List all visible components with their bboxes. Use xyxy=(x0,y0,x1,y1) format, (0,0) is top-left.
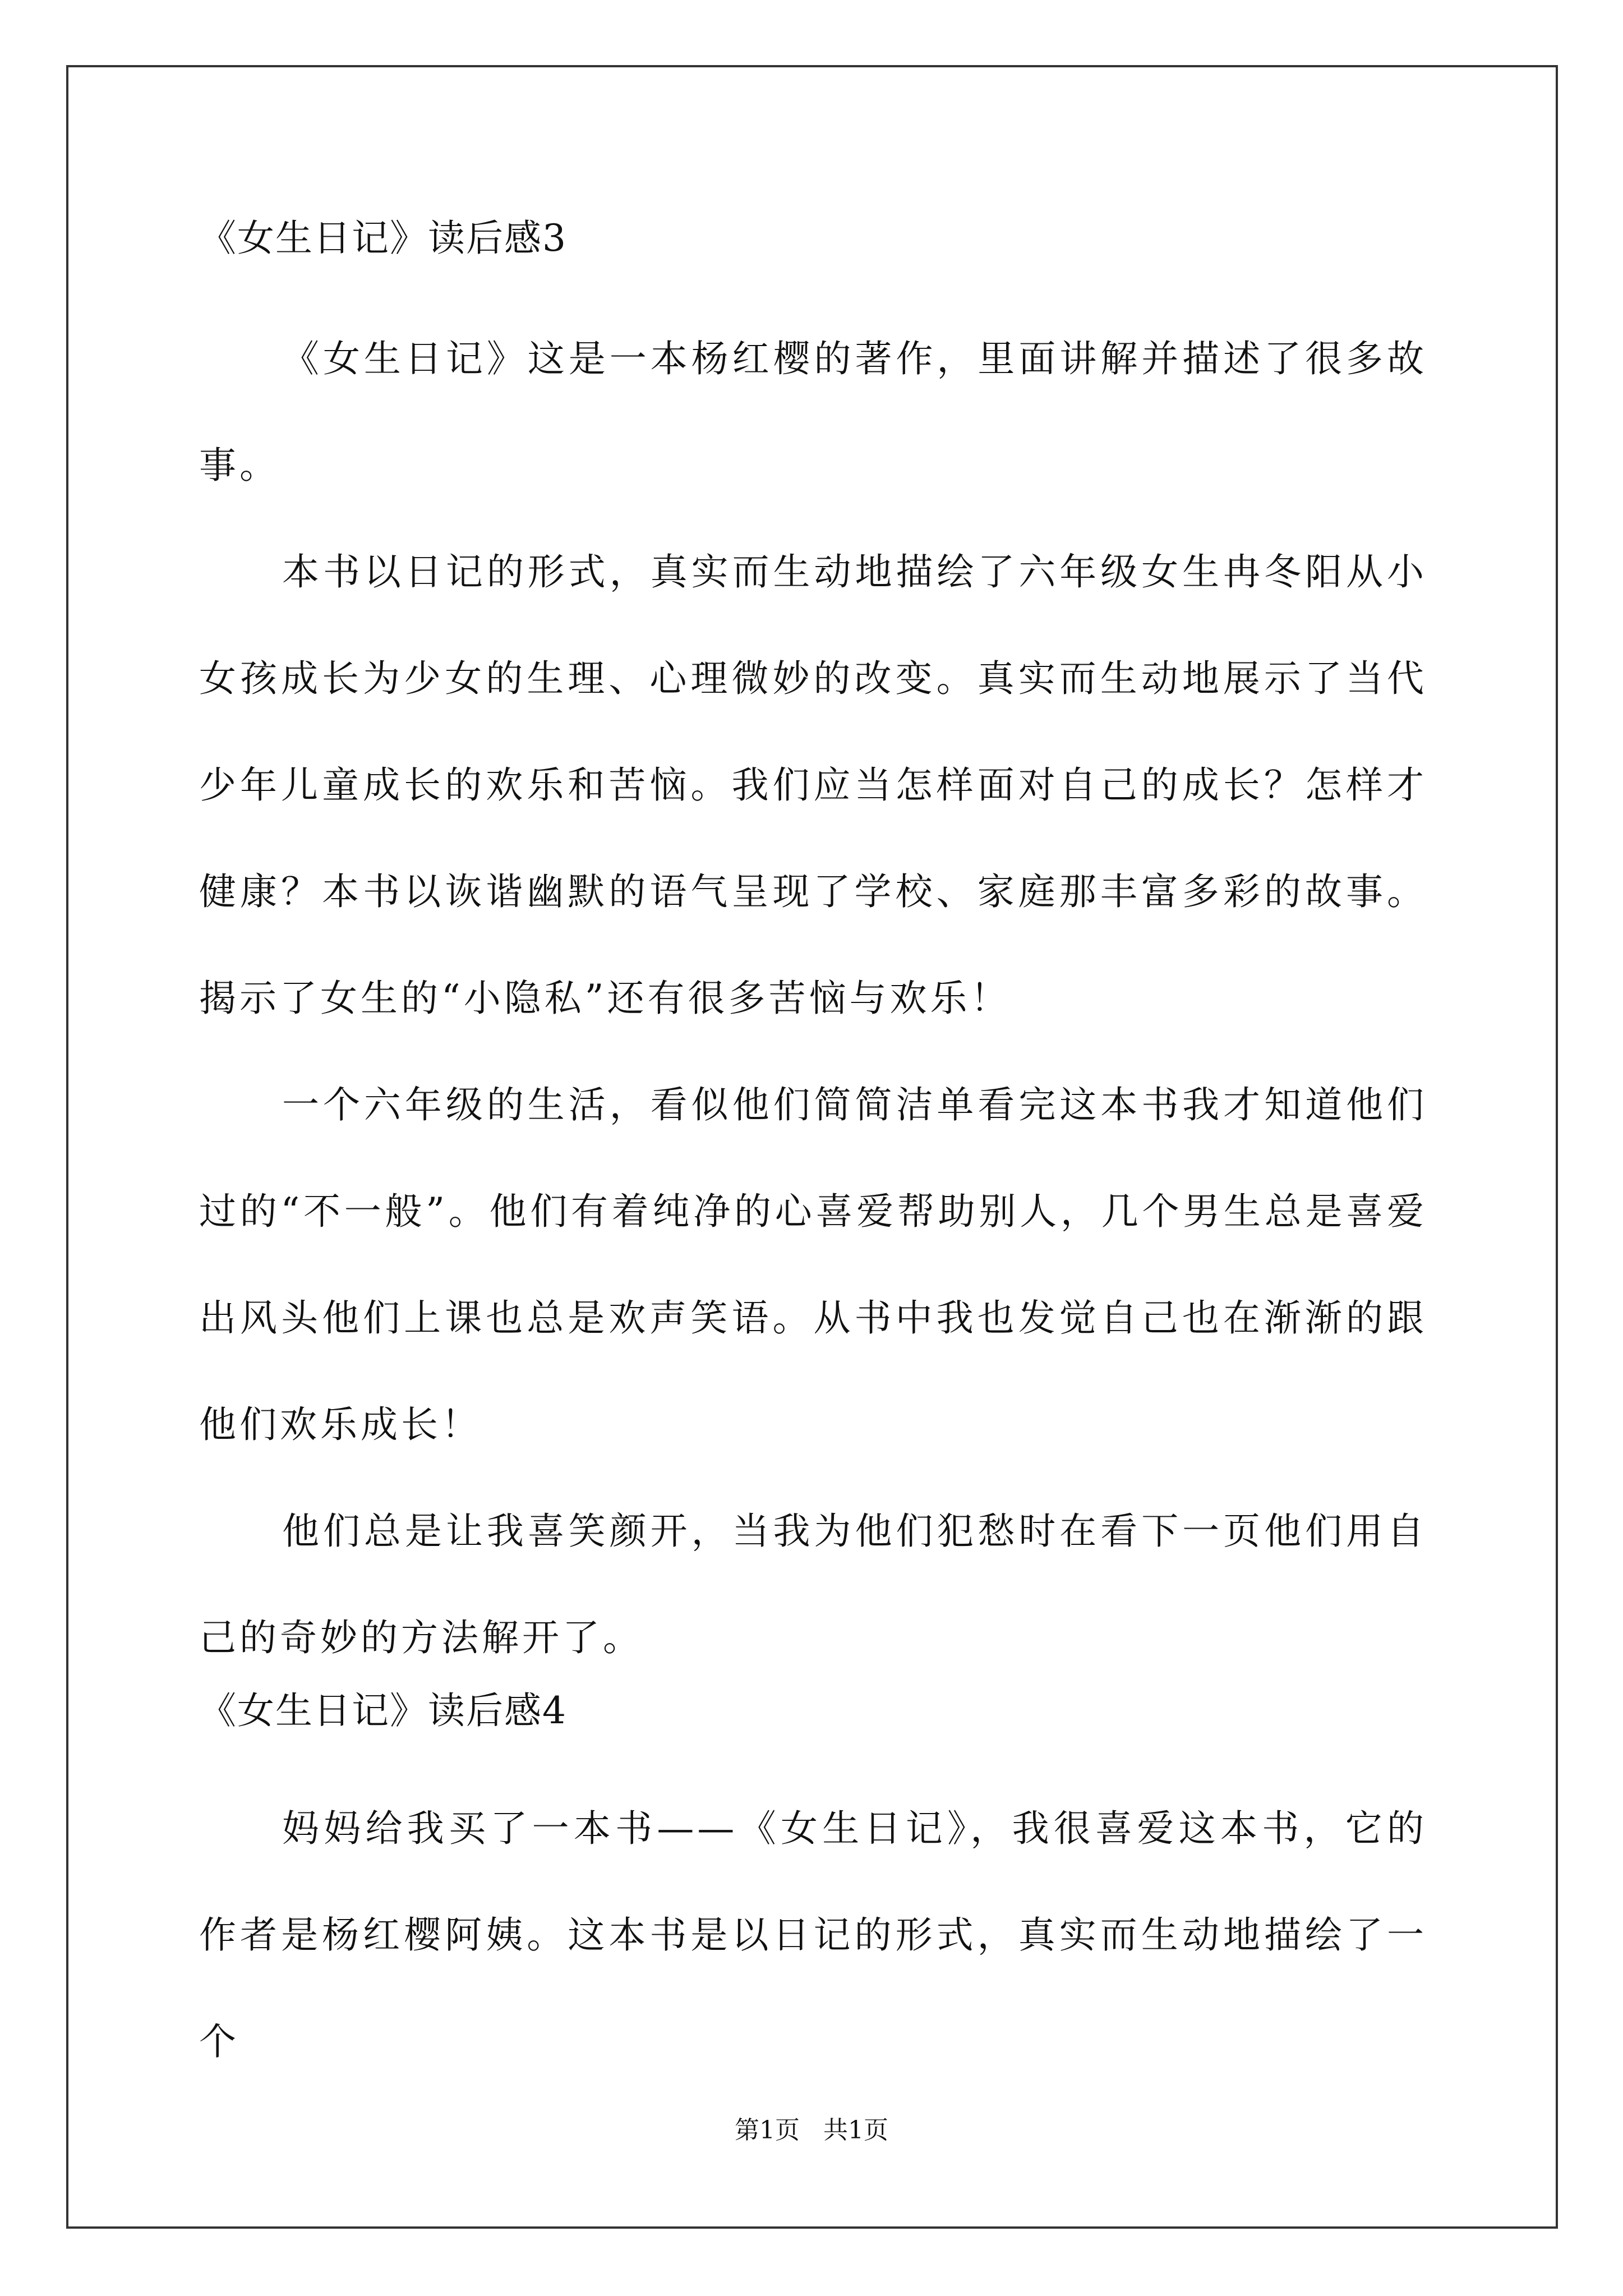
paragraph-book-gift: 妈妈给我买了一本书——《女生日记》，我很喜爱这本书，它的作者是杨红樱阿姨。这本书是以日记的形式，真实而生动地描绘了一个 xyxy=(199,1807,1427,2063)
page-total: 共1页 xyxy=(823,2116,888,2145)
section-heading-4: 《女生日记》读后感4 xyxy=(199,1689,567,1732)
page-footer xyxy=(0,2114,1623,2147)
paragraph-sixth-grade-life: 一个六年级的生活，看似他们简简洁单看完这本书我才知道他们过的“不一般”。他们有着纯净的心喜爱帮助别人，几个男生总是喜爱出风头他们上课也总是欢声笑语。从书中我也发觉自己也在渐渐的跟他们欢乐成长！ xyxy=(199,1083,1427,1446)
paragraph-intro: 《女生日记》这是一本杨红樱的著作，里面讲解并描述了很多故事。 xyxy=(199,337,1427,487)
paragraph-summary: 本书以日记的形式，真实而生动地描绘了六年级女生冉冬阳从小女孩成长为少女的生理、心理微妙的改变。真实而生动地展示了当代少年儿童成长的欢乐和苦恼。我们应当怎样面对自己的成长？怎样才健康？本书以诙谐幽默的语气呈现了学校、家庭那丰富多彩的故事。揭示了女生的“小隐私”还有很多苦恼与欢乐！ xyxy=(199,550,1427,1020)
section-heading-3: 《女生日记》读后感3 xyxy=(199,217,567,260)
paragraph-conclusion: 他们总是让我喜笑颜开，当我为他们犯愁时在看下一页他们用自己的奇妙的方法解开了。 xyxy=(199,1510,1427,1659)
page-number: 第1页 xyxy=(735,2116,800,2145)
